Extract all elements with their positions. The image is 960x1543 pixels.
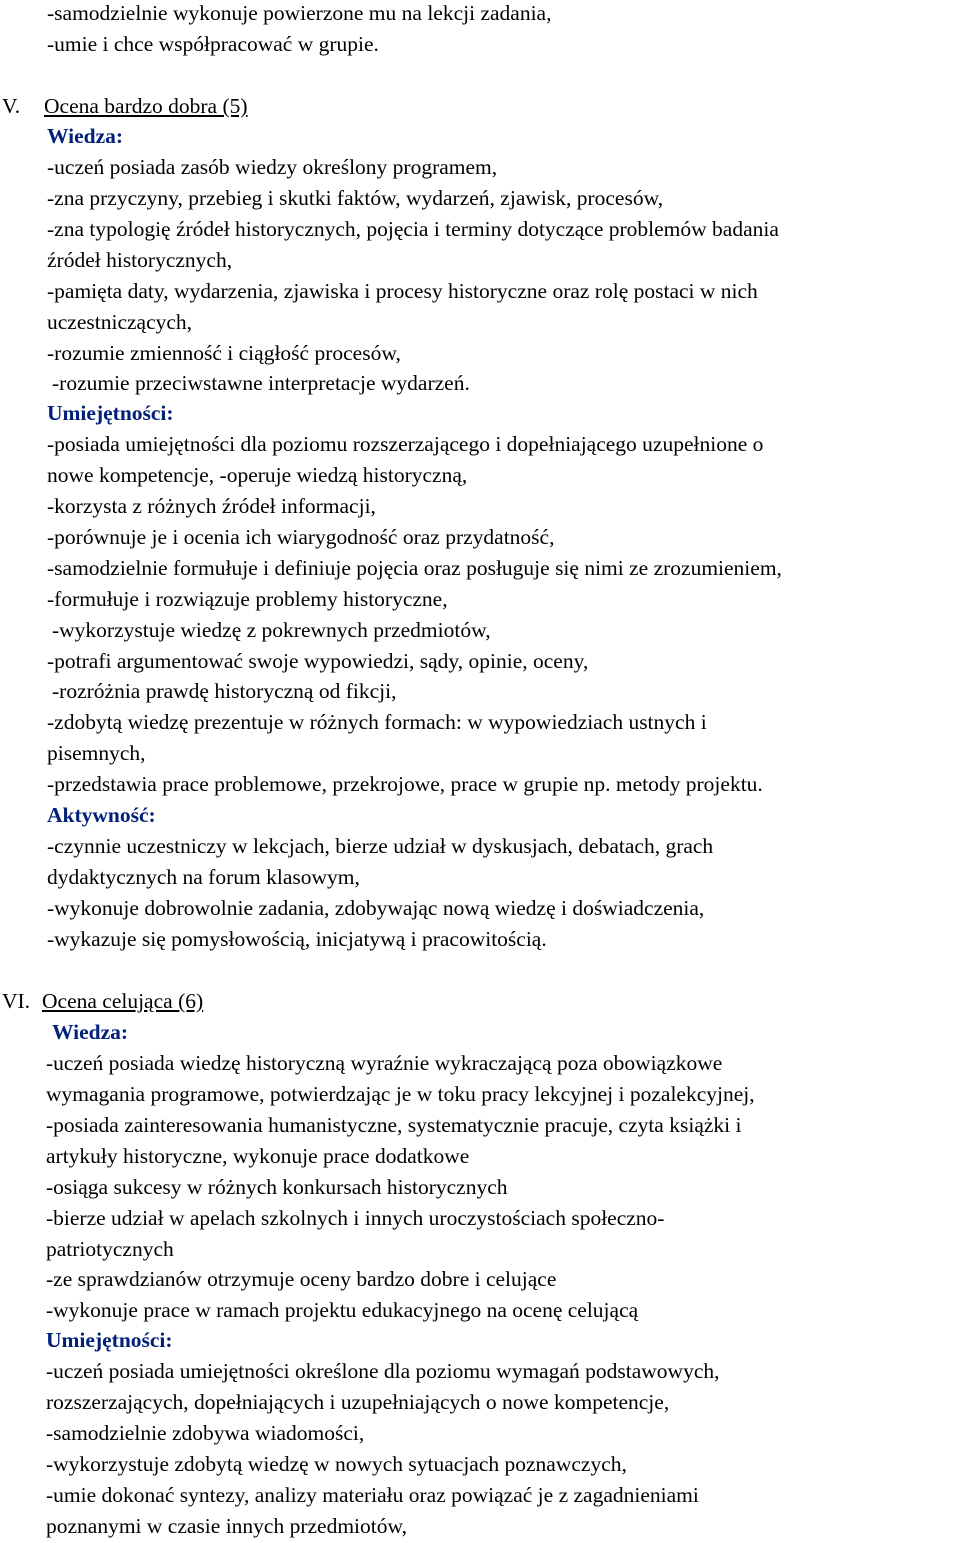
- text-line: -zdobytą wiedzę prezentuje w różnych formach: w wypowiedziach ustnych i: [47, 710, 707, 734]
- text-line: -rozumie przeciwstawne interpretacje wydarzeń.: [52, 371, 470, 395]
- text-line: -porównuje je i ocenia ich wiarygodność oraz przydatność,: [47, 525, 555, 549]
- text-line: -korzysta z różnych źródeł informacji,: [47, 494, 376, 518]
- subheading-umiejetnosci: Umiejętności:: [46, 1328, 173, 1352]
- section-heading: [2, 988, 203, 1014]
- text-line: -osiąga sukcesy w różnych konkursach historycznych: [46, 1175, 508, 1199]
- text-line: -przedstawia prace problemowe, przekrojowe, prace w grupie np. metody projektu.: [47, 772, 763, 796]
- text-line: -pamięta daty, wydarzenia, zjawiska i procesy historyczne oraz rolę postaci w nich: [47, 279, 758, 303]
- section-title: Ocena celująca (6): [42, 989, 204, 1013]
- text-line: artykuły historyczne, wykonuje prace dodatkowe: [46, 1144, 470, 1168]
- text-line: dydaktycznych na forum klasowym,: [47, 865, 360, 889]
- text-line: -wykonuje prace w ramach projektu edukacyjnego na ocenę celującą: [46, 1298, 639, 1322]
- text-line: -wykazuje się pomysłowością, inicjatywą i pracowitością.: [47, 927, 547, 951]
- text-line: -wykorzystuje zdobytą wiedzę w nowych sytuacjach poznawczych,: [46, 1452, 627, 1476]
- text-line: -uczeń posiada zasób wiedzy określony programem,: [47, 155, 498, 179]
- text-line: -bierze udział w apelach szkolnych i innych uroczystościach społeczno-: [46, 1206, 665, 1230]
- text-line: rozszerzających, dopełniających i uzupełniających o nowe kompetencje,: [46, 1390, 670, 1414]
- text-line: pisemnych,: [47, 741, 146, 765]
- text-line: -wykorzystuje wiedzę z pokrewnych przedmiotów,: [52, 618, 491, 642]
- subheading-wiedza: Wiedza:: [47, 124, 124, 148]
- text-line: -zna przyczyny, przebieg i skutki faktów, wydarzeń, zjawisk, procesów,: [47, 186, 664, 210]
- section-number: V.: [2, 94, 21, 118]
- text-line: poznanymi w czasie innych przedmiotów,: [46, 1514, 408, 1538]
- text-line: -rozróżnia prawdę historyczną od fikcji,: [52, 679, 397, 703]
- text-line: uczestniczących,: [47, 310, 193, 334]
- text-line: nowe kompetencje, -operuje wiedzą historyczną,: [47, 463, 468, 487]
- text-line: -umie i chce współpracować w grupie.: [47, 32, 379, 56]
- section-title: Ocena bardzo dobra (5): [44, 94, 248, 118]
- text-line: -posiada umiejętności dla poziomu rozszerzającego i dopełniającego uzupełnione o: [47, 432, 764, 456]
- text-line: -uczeń posiada umiejętności określone dla poziomu wymagań podstawowych,: [46, 1359, 720, 1383]
- subheading-umiejetnosci: Umiejętności:: [47, 401, 174, 425]
- text-line: wymagania programowe, potwierdzając je w toku pracy lekcyjnej i pozalekcyjnej,: [46, 1082, 755, 1106]
- text-line: źródeł historycznych,: [47, 248, 233, 272]
- text-line: patriotycznych: [46, 1237, 174, 1261]
- section-heading: [2, 93, 248, 119]
- text-line: -zna typologię źródeł historycznych, pojęcia i terminy dotyczące problemów badania: [47, 217, 779, 241]
- text-line: -czynnie uczestniczy w lekcjach, bierze udział w dyskusjach, debatach, grach: [47, 834, 714, 858]
- text-line: -umie dokonać syntezy, analizy materiału oraz powiązać je z zagadnieniami: [46, 1483, 699, 1507]
- text-line: -uczeń posiada wiedzę historyczną wyraźnie wykraczającą poza obowiązkowe: [46, 1051, 723, 1075]
- section-number: VI.: [2, 989, 31, 1013]
- text-line: -samodzielnie wykonuje powierzone mu na lekcji zadania,: [47, 1, 552, 25]
- text-line: -ze sprawdzianów otrzymuje oceny bardzo dobre i celujące: [46, 1267, 557, 1291]
- text-line: -samodzielnie zdobywa wiadomości,: [46, 1421, 365, 1445]
- text-line: -wykonuje dobrowolnie zadania, zdobywając nową wiedzę i doświadczenia,: [47, 896, 705, 920]
- subheading-wiedza: Wiedza:: [52, 1020, 129, 1044]
- text-line: -posiada zainteresowania humanistyczne, systematycznie pracuje, czyta książki i: [46, 1113, 742, 1137]
- text-line: -potrafi argumentować swoje wypowiedzi, sądy, opinie, oceny,: [47, 649, 589, 673]
- subheading-aktywnosc: Aktywność:: [47, 803, 156, 827]
- text-line: -samodzielnie formułuje i definiuje pojęcia oraz posługuje się nimi ze zrozumieniem,: [47, 556, 782, 580]
- text-line: -rozumie zmienność i ciągłość procesów,: [47, 341, 401, 365]
- text-line: -formułuje i rozwiązuje problemy historyczne,: [47, 587, 448, 611]
